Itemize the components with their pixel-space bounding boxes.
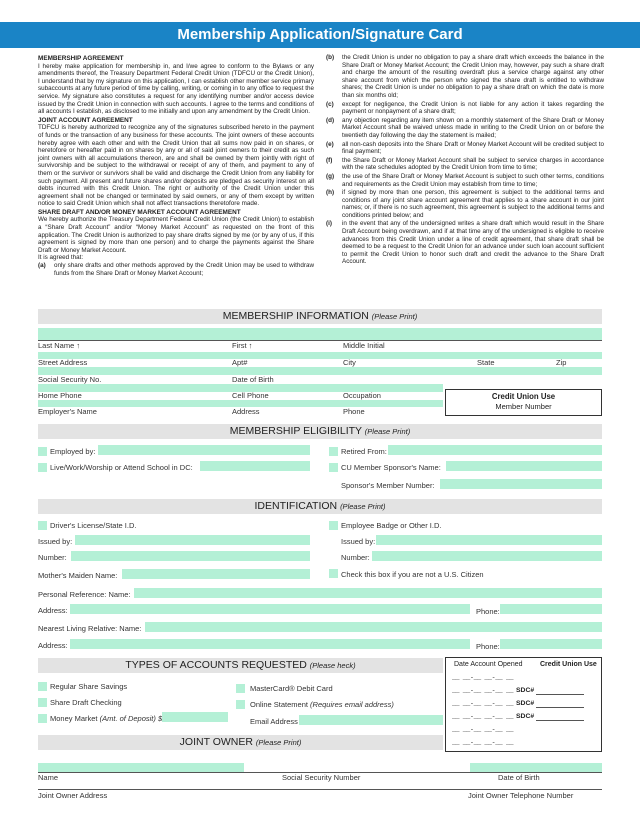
share-draft-checkbox[interactable]	[38, 698, 47, 707]
terms-item-text: all non-cash deposits into the Share Draft or Money Market Account will be credited subject to final payment;	[342, 140, 604, 156]
badge-number-input[interactable]	[372, 551, 602, 561]
terms-item-letter: (b)	[326, 54, 335, 61]
terms-item	[326, 141, 604, 156]
reference-address-input[interactable]	[70, 604, 470, 614]
joint-phone-label: Joint Owner Telephone Number	[468, 791, 574, 800]
street-address-label: Street Address	[38, 358, 88, 367]
ssn-label: Social Security No.	[38, 375, 102, 384]
employee-badge-checkbox[interactable]	[329, 521, 338, 530]
terms-item-text: only share drafts and other methods approved by the Credit Union may be used to withdraw funds from the Share Draft or Money Market Account;	[54, 262, 314, 277]
dob-label: Date of Birth	[232, 375, 274, 384]
joint-dob-input[interactable]	[470, 763, 602, 772]
relative-address-input[interactable]	[70, 639, 470, 649]
reference-phone-input[interactable]	[500, 604, 602, 614]
membership-eligibility-header	[38, 424, 602, 439]
maiden-name-input[interactable]	[122, 569, 310, 579]
joint-ssn-label: Social Security Number	[282, 773, 361, 782]
city-label: City	[343, 358, 356, 367]
employer-row-input[interactable]	[38, 400, 443, 407]
date-opened-field[interactable]: __ __-__ __-__ __	[452, 700, 514, 707]
mastercard-label: MasterCard® Debit Card	[250, 684, 333, 693]
terms-item-letter: (d)	[326, 116, 335, 124]
terms-item-letter: (f)	[326, 156, 333, 164]
regular-savings-label: Regular Share Savings	[50, 682, 128, 691]
personal-reference-label: Personal Reference: Name:	[38, 590, 131, 599]
regular-savings-checkbox[interactable]	[38, 682, 47, 691]
terms-item-text: if signed by more than one person, this agreement is subject to the additional terms and conditions of any joint share account agreement that applies to a share account in our joint names; or, if there is no such agreement, this agreement is subject to the additional terms and conditions printed below; and	[342, 189, 604, 219]
page-title: Membership Application/Signature Card	[0, 22, 640, 48]
joint-address-line	[38, 789, 602, 790]
money-market-label	[50, 714, 162, 723]
joint-name-label: Name	[38, 773, 59, 782]
sdc-line[interactable]	[536, 707, 584, 708]
share-draft-label: Share Draft Checking	[50, 698, 122, 707]
employed-by-label: Employed by:	[50, 447, 96, 456]
maiden-name-label: Mother's Maiden Name:	[38, 571, 118, 580]
first-name-label: First ↑	[232, 341, 253, 350]
sponsor-number-label: Sponsor's Member Number:	[341, 481, 435, 490]
live-work-label: Live/Work/Worship or Attend School in DC:	[50, 463, 193, 472]
employed-by-checkbox[interactable]	[38, 447, 47, 456]
money-market-note: (Amt. of Deposit) $	[99, 714, 163, 723]
terms-item	[326, 157, 604, 172]
home-phone-label: Home Phone	[38, 391, 82, 400]
nearest-relative-input[interactable]	[145, 622, 602, 632]
types-of-accounts-header	[38, 658, 443, 673]
ssn-dob-row-input[interactable]	[38, 367, 602, 375]
terms-item-text: the Credit Union is under no obligation to pay a share draft which exceeds the balance in the Share Draft or Money Market Account; the Credit Union may, however, pay such a share draft and charge the amount of the resulting overdraft plus a service charge against any other share account from which the person who signed the share draft is entitled to withdraw shares; the Credit Union is under no obligation to pay a share draft on which the date is more than six months old;	[342, 54, 604, 99]
non-citizen-checkbox[interactable]	[329, 569, 338, 578]
employer-phone-label: Phone	[343, 407, 365, 416]
cell-phone-label: Cell Phone	[232, 391, 269, 400]
relative-phone-input[interactable]	[500, 639, 602, 649]
section-note: (Please Print)	[340, 502, 386, 511]
employer-address-label: Address	[232, 407, 260, 416]
date-opened-field[interactable]: __ __-__ __-__ __	[452, 687, 514, 694]
terms-item	[326, 117, 604, 140]
last-name-label: Last Name ↑	[38, 341, 81, 350]
employee-badge-label: Employee Badge or Other I.D.	[341, 521, 442, 530]
joint-address-label: Joint Owner Address	[38, 791, 108, 800]
online-statement-text: Online Statement	[250, 700, 308, 709]
reference-phone-label: Phone:	[476, 607, 500, 616]
section-title: IDENTIFICATION	[254, 500, 338, 512]
email-address-label: Email Address	[250, 717, 298, 726]
dl-issued-by-input[interactable]	[75, 535, 310, 545]
nearest-relative-label: Nearest Living Relative: Name:	[38, 624, 142, 633]
sdc-line[interactable]	[536, 720, 584, 721]
date-opened-field[interactable]: __ __-__ __-__ __	[452, 739, 514, 746]
credit-union-use-box	[445, 389, 602, 416]
membership-agreement-text: I hereby make application for membership in, and I/we agree to conform to the Bylaws or any amendments thereof, the Treasury Department Federal Credit Union (TDFCU or the Credit Union), I understand that by my signature on this application, I can establish other member service primary subaccounts at any future period of time by calling, writing, or coming in to any office to request the service. My signature also constitutes a request for any identifying number and/or access device issued by the Credit Union in connection with such accounts. I agree to the terms and conditions of all accounts I establish, as disclosed to me initially and upon any amendment by the Credit Union.	[38, 62, 314, 116]
sponsor-checkbox[interactable]	[329, 463, 338, 472]
terms-item	[326, 173, 604, 188]
sponsor-name-input[interactable]	[446, 461, 602, 471]
sponsor-number-input[interactable]	[440, 479, 602, 489]
online-statement-label	[250, 700, 394, 709]
date-opened-field[interactable]: __ __-__ __-__ __	[452, 674, 514, 681]
section-title: MEMBERSHIP INFORMATION	[222, 310, 369, 322]
sdc-line[interactable]	[536, 694, 584, 695]
terms-item-letter: (g)	[326, 172, 335, 180]
agreement-left-column	[38, 54, 314, 278]
relative-phone-label: Phone:	[476, 642, 500, 651]
address-row-input[interactable]	[38, 352, 602, 359]
email-address-input[interactable]	[299, 715, 443, 725]
agreement-right-column	[326, 54, 604, 268]
terms-item-letter: (a)	[38, 262, 46, 270]
dl-issued-by-label: Issued by:	[38, 537, 73, 546]
terms-item-text: in the event that any of the undersigned writes a share draft which would result in the Share Draft Account being overdrawn, and if at that time any of the undersigned is eligible to receive advances from this Credit Union under a line of credit agreement, that share draft shall be deemed to be a request to the Credit Union for an advance under such loan account sufficient to permit the Credit Union to honor such draft and credit the advance to the Share Draft Account.	[342, 220, 604, 266]
section-title: MEMBERSHIP ELIGIBILITY	[229, 425, 362, 437]
terms-item-text: the Share Draft or Money Market Account shall be subject to service charges in accordance with the rate schedules adopted by the Credit Union from time to time;	[342, 156, 604, 172]
retired-from-label: Retired From:	[341, 447, 387, 456]
terms-item-text: the use of the Share Draft or Money Market Account is subject to such other terms, conditions and requirements as the Credit Union may establish from time to time;	[342, 172, 604, 188]
dl-number-input[interactable]	[71, 551, 310, 561]
account-opening-box	[445, 657, 602, 752]
sdc-label: SDC#	[516, 713, 535, 720]
joint-agreement-text: TDFCU is hereby authorized to recognize any of the signatures subscribed hereto in the payment of funds or the transaction of any business for these accounts. The joint owners of these accounts hereby agree with each other and with the Credit Union that all sums now paid in on shares, or heretofore or hereafter paid in on shares by any or all of said joint owners to their credit as such joint owners with all accumulations thereon, are and shall be owned by them jointly with right of survivorship and be subject to the withdrawal or receipt of any of them, and payment to any of them or the survivor or survivors shall be valid and discharge the Credit Union from any liability for such payment. All present and future shares and/or deposits are pledged as security interest on all debts incurred with this Credit Union. The right or authority of the Credit Union under this agreement shall not be changed or terminated by said owners, or any of them except by written notice to said Credit Union which shall not affect transactions theretofore made.	[38, 124, 314, 208]
occupation-label: Occupation	[343, 391, 381, 400]
membership-information-header	[38, 309, 602, 324]
zip-label: Zip	[556, 358, 567, 367]
terms-item-text: except for negligence, the Credit Union is not liable for any action it takes regarding the payment or nonpayment of a share draft;	[342, 100, 604, 116]
personal-reference-input[interactable]	[134, 588, 602, 598]
member-number-label: Member Number	[495, 402, 552, 411]
retired-from-input[interactable]	[388, 445, 602, 455]
middle-initial-label: Middle Initial	[343, 341, 385, 350]
deposit-amount-input[interactable]	[162, 712, 228, 722]
joint-agreement-heading: JOINT ACCOUNT AGREEMENT	[38, 116, 133, 124]
terms-item	[326, 54, 604, 100]
identification-header	[38, 499, 602, 514]
terms-item	[326, 101, 604, 116]
section-note: (Please Print)	[255, 738, 302, 747]
online-statement-checkbox[interactable]	[236, 700, 245, 709]
money-market-text: Money Market	[50, 714, 98, 723]
drivers-license-label: Driver's License/State I.D.	[50, 521, 137, 530]
terms-item-letter: (h)	[326, 189, 335, 197]
dl-number-label: Number:	[38, 553, 67, 562]
mastercard-checkbox[interactable]	[236, 684, 245, 693]
date-opened-label: Date Account Opened	[454, 661, 523, 668]
agreed-text: It is agreed that:	[38, 254, 84, 262]
share-draft-agreement-text: We hereby authorize the Treasury Department Federal Credit Union (the Credit Union) to establish a “Share Draft Account” and/or “Money Market Account” as requested on the front of this application. The Credit Union is authorized to pay share drafts signed by me (or by any of us, if this agreement is signed by more than one person) and to charge the payments against the Share Draft or Money Market Account.	[38, 216, 314, 254]
relative-address-label: Address:	[38, 641, 68, 650]
sponsor-name-label: CU Member Sponsor's Name:	[341, 463, 441, 472]
cu-use-label: Credit Union Use	[540, 661, 597, 668]
joint-owner-header	[38, 735, 443, 750]
membership-agreement-heading: MEMBERSHIP AGREEMENT	[38, 55, 124, 62]
name-row-input[interactable]	[38, 328, 602, 340]
terms-item-text: any objection regarding any item shown on a monthly statement of the Share Draft or Money Market Account shall be waived unless made in writing to the Credit Union on or before the twentieth day following the day the statement is mailed;	[342, 116, 604, 139]
non-citizen-label: Check this box if you are not a U.S. Citizen	[341, 570, 484, 579]
terms-item-letter: (e)	[326, 140, 334, 148]
badge-issued-by-label: Issued by:	[341, 537, 376, 546]
sdc-label: SDC#	[516, 700, 535, 707]
share-draft-agreement-heading: SHARE DRAFT AND/OR MONEY MARKET ACCOUNT AGREEMENT	[38, 208, 241, 216]
joint-dob-label: Date of Birth	[498, 773, 540, 782]
employer-name-label: Employer's Name	[38, 407, 97, 416]
retired-from-checkbox[interactable]	[329, 447, 338, 456]
section-note: (Please Print)	[364, 427, 411, 436]
live-work-checkbox[interactable]	[38, 463, 47, 472]
online-statement-note: (Requires email address)	[310, 700, 394, 709]
sdc-label: SDC#	[516, 687, 535, 694]
section-title: TYPES OF ACCOUNTS REQUESTED	[125, 659, 307, 671]
terms-item-letter: (i)	[326, 220, 332, 228]
terms-item-letter: (c)	[326, 100, 334, 108]
state-label: State	[477, 358, 495, 367]
terms-item	[326, 220, 604, 266]
joint-name-input[interactable]	[38, 763, 244, 772]
section-note: (Please heck)	[309, 661, 356, 670]
section-title: JOINT OWNER	[179, 736, 253, 748]
drivers-license-checkbox[interactable]	[38, 521, 47, 530]
terms-item	[38, 262, 314, 277]
live-work-input[interactable]	[200, 461, 310, 471]
terms-item	[326, 189, 604, 219]
badge-issued-by-input[interactable]	[376, 535, 602, 545]
credit-union-use-title: Credit Union Use	[491, 392, 556, 401]
name-row-line	[38, 340, 602, 341]
badge-number-label: Number:	[341, 553, 370, 562]
money-market-checkbox[interactable]	[38, 714, 47, 723]
apt-label: Apt#	[232, 358, 248, 367]
section-note: (Please Print)	[371, 312, 418, 321]
employed-by-input[interactable]	[98, 445, 310, 455]
date-opened-field[interactable]: __ __-__ __-__ __	[452, 713, 514, 720]
reference-address-label: Address:	[38, 606, 68, 615]
date-opened-field[interactable]: __ __-__ __-__ __	[452, 726, 514, 733]
